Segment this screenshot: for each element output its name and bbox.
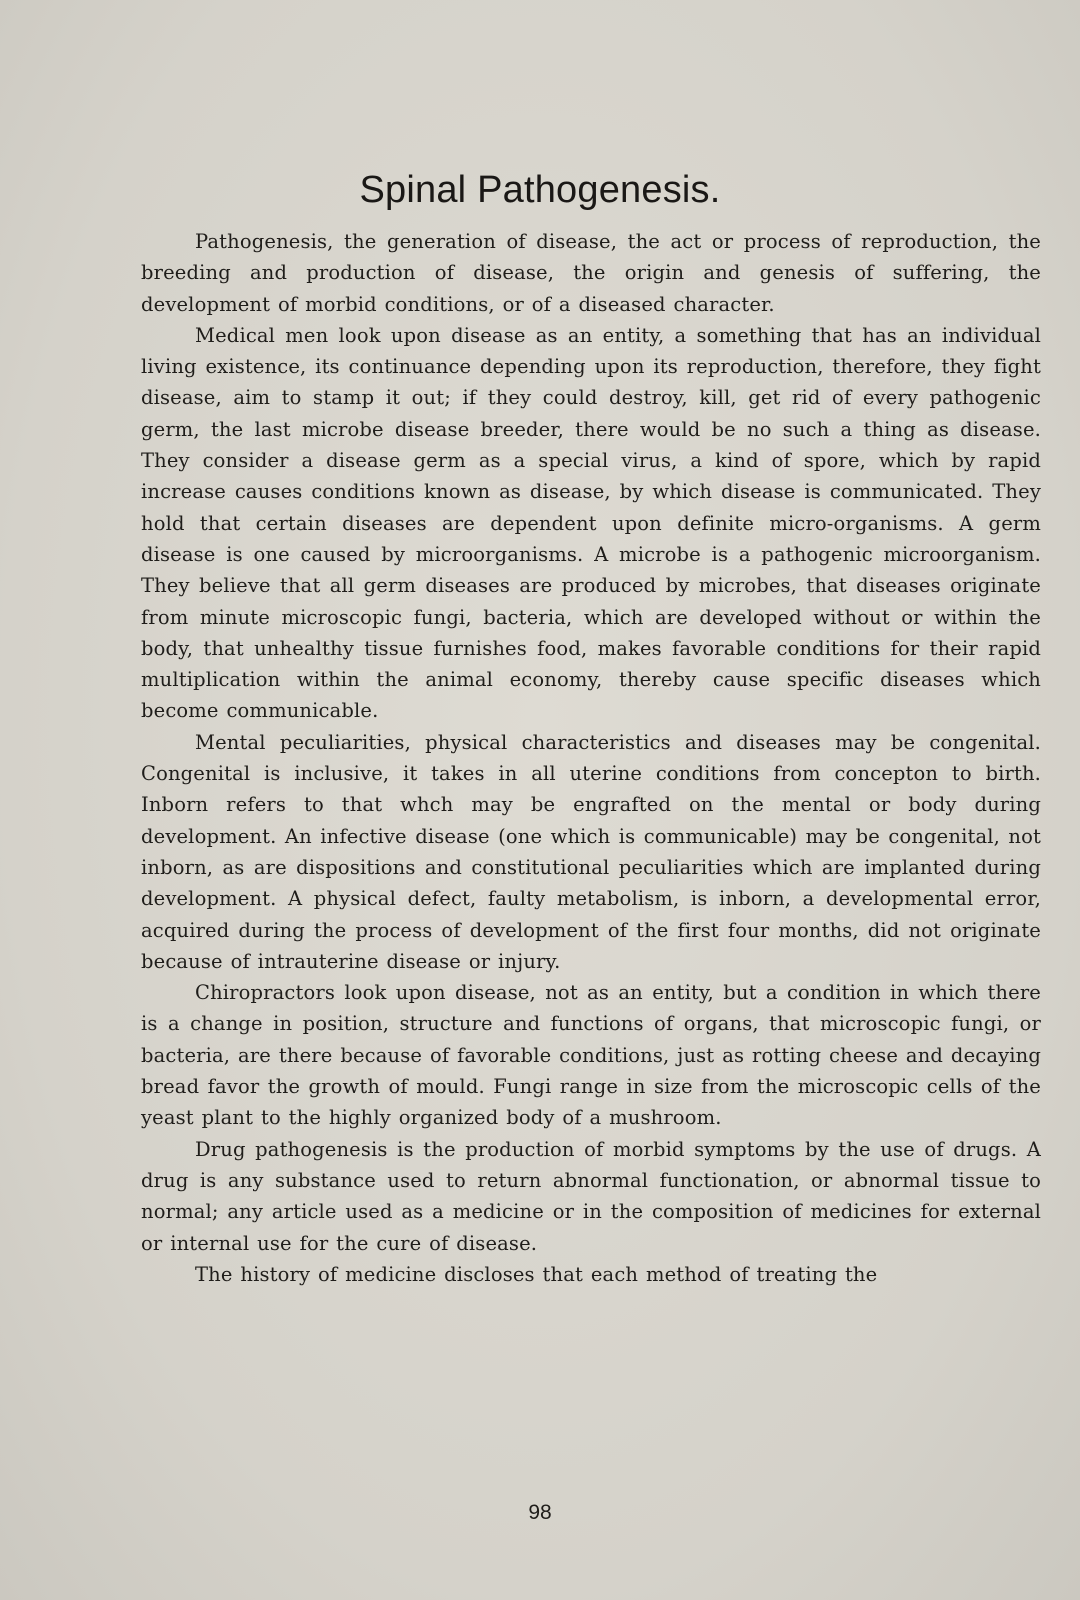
paragraph: The history of medicine discloses that each method of treating the	[195, 1262, 878, 1286]
page-title: Spinal Pathogenesis.	[359, 169, 721, 211]
paragraph: Chiropractors look upon disease, not as an entity, but a condition in which there is a change in position, structure and functions of organs, that microscopic fungi, or bacteria, are there because of favorable conditions, just as rotting cheese and decaying bread favor the growth of mould. Fungi range in size from the microscopic cells of the yeast plant to the highly organized body of a mushroom.	[141, 981, 1041, 1130]
paragraph: Medical men look upon disease as an entity, a something that has an individual living existence, its continuance depending upon its reproduction, therefore, they fight disease, aim to stamp it out; if they could destroy, kill, get rid of every pathogenic germ, the last microbe disease breeder, there would be no such a thing as disease. They consider a disease germ as a special virus, a kind of spore, which by rapid increase causes conditions known as disease, by which disease is communicated. They hold that certain diseases are dependent upon definite micro-organisms. A germ disease is one caused by microorganisms. A microbe is a pathogenic microorganism. They believe that all germ diseases are produced by microbes, that diseases originate from minute microscopic fungi, bacteria, which are developed without or within the body, that unhealthy tissue furnishes food, makes favorable conditions for their rapid multiplication within the animal economy, thereby cause specific diseases which become communicable.	[141, 323, 1041, 723]
paragraph: Pathogenesis, the generation of disease, the act or process of reproduction, the breeding and production of disease, the origin and genesis of suffering, the development of morbid conditions, or of a diseased character.	[141, 230, 1041, 316]
paragraph: Drug pathogenesis is the production of morbid symptoms by the use of drugs. A drug is any substance used to return abnormal functionation, or abnormal tissue to normal; any article used as a medicine or in the composition of medicines for external or internal use for the cure of disease.	[141, 1137, 1041, 1255]
body-text	[141, 226, 1041, 1290]
page-number: 98	[528, 1501, 552, 1524]
paragraph: Mental peculiarities, physical characteristics and diseases may be congenital. Congenital is inclusive, it takes in all uterine conditions from concepton to birth. Inborn refers to that whch may be engrafted on the mental or body during development. An infective disease (one which is communicable) may be congenital, not inborn, as are dispositions and constitutional peculiarities which are implanted during development. A physical defect, faulty metabolism, is inborn, a developmental error, acquired during the process of development of the first four months, did not originate because of intrauterine disease or injury.	[141, 730, 1041, 973]
